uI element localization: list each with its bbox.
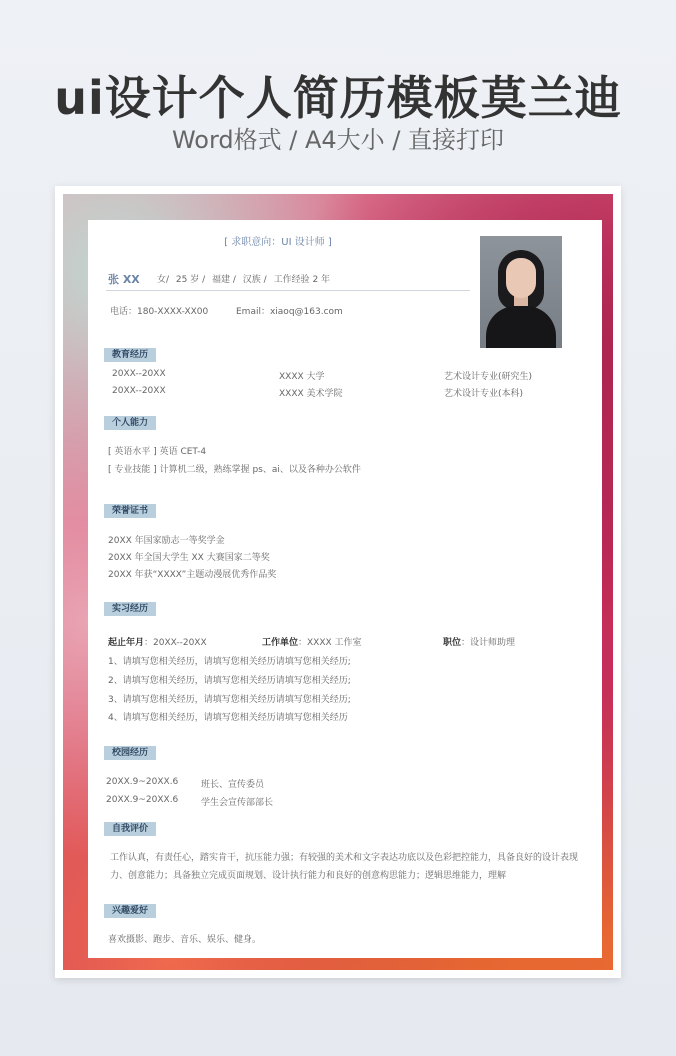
campus-period: 20XX.9~20XX.6	[106, 795, 179, 805]
candidate-name: 张 XX	[108, 273, 140, 286]
internship-item: 4、请填写您相关经历，请填写您相关经历请填写您相关经历	[108, 713, 348, 723]
section-title-skills: 个人能力	[104, 416, 156, 430]
edu-period: 20XX--20XX	[112, 369, 166, 379]
edu-major: 艺术设计专业(本科)	[444, 389, 524, 399]
section-title-campus: 校园经历	[104, 746, 156, 760]
honor-item: 20XX 年国家励志一等奖学金	[108, 536, 225, 546]
edu-major: 艺术设计专业(研究生)	[444, 372, 533, 382]
basic-info	[157, 272, 334, 285]
campus-role: 班长、宣传委员	[201, 780, 265, 790]
job-objective: [ 求职意向：UI 设计师 ]	[224, 237, 332, 248]
internship-period: 起止年月：20XX--20XX	[108, 638, 207, 648]
section-title-education: 教育经历	[104, 348, 156, 362]
campus-role: 学生会宣传部部长	[201, 798, 274, 808]
honor-item: 20XX 年获“XXXX”主题动漫展优秀作品奖	[108, 570, 277, 580]
hobbies-text: 喜欢摄影、跑步、音乐、娱乐、健身。	[108, 935, 262, 945]
campus-period: 20XX.9~20XX.6	[106, 777, 179, 787]
internship-company: 工作单位：XXXX 工作室	[262, 638, 362, 648]
self-eval-text: 工作认真，有责任心，踏实肯干，抗压能力强；有较强的美术和文字表达功底以及色彩把控能力，具备良好的设计表现力、创意能力；具备独立完成页面规划、设计执行能力和良好的创意构思能力；逻辑思维能力，理解	[110, 853, 579, 881]
edu-school: XXXX 美术学院	[279, 389, 343, 399]
experience-years: 工作经验 2 年	[273, 275, 331, 285]
email-text: Email：xiaoq@163.com	[236, 307, 343, 317]
age: 25 岁 /	[175, 275, 206, 285]
internship-item: 1、请填写您相关经历，请填写您相关经历请填写您相关经历;	[108, 657, 351, 667]
skill-item: [ 专业技能 ] 计算机二级，熟练掌握 ps、ai、以及各种办公软件	[108, 465, 361, 475]
section-title-self-eval: 自我评价	[104, 822, 156, 836]
edu-school: XXXX 大学	[279, 372, 325, 382]
skill-item: [ 英语水平 ] 英语 CET-4	[108, 447, 207, 457]
ethnicity: 汉族 /	[242, 275, 267, 285]
section-title-internship: 实习经历	[104, 602, 156, 616]
honor-item: 20XX 年全国大学生 XX 大赛国家二等奖	[108, 553, 270, 563]
profile-photo	[480, 236, 562, 348]
section-title-honors: 荣誉证书	[104, 504, 156, 518]
hometown: 福建 /	[212, 275, 236, 285]
section-title-hobbies: 兴趣爱好	[104, 904, 156, 918]
resume-preview	[55, 186, 621, 978]
internship-item: 3、请填写您相关经历，请填写您相关经历请填写您相关经历;	[108, 695, 351, 705]
internship-item: 2、请填写您相关经历，请填写您相关经历请填写您相关经历;	[108, 676, 351, 686]
divider	[106, 290, 470, 291]
resume-sheet	[88, 220, 602, 958]
page-subtitle: Word格式 / A4大小 / 直接打印	[171, 126, 505, 154]
internship-role: 职位：设计师助理	[443, 638, 516, 648]
edu-period: 20XX--20XX	[112, 386, 166, 396]
page-title: ui设计个人简历模板莫兰迪	[54, 71, 622, 125]
gender: 女/	[157, 275, 170, 285]
decorative-border-art	[63, 194, 613, 970]
phone-text: 电话：180-XXXX-XX00	[110, 307, 209, 317]
